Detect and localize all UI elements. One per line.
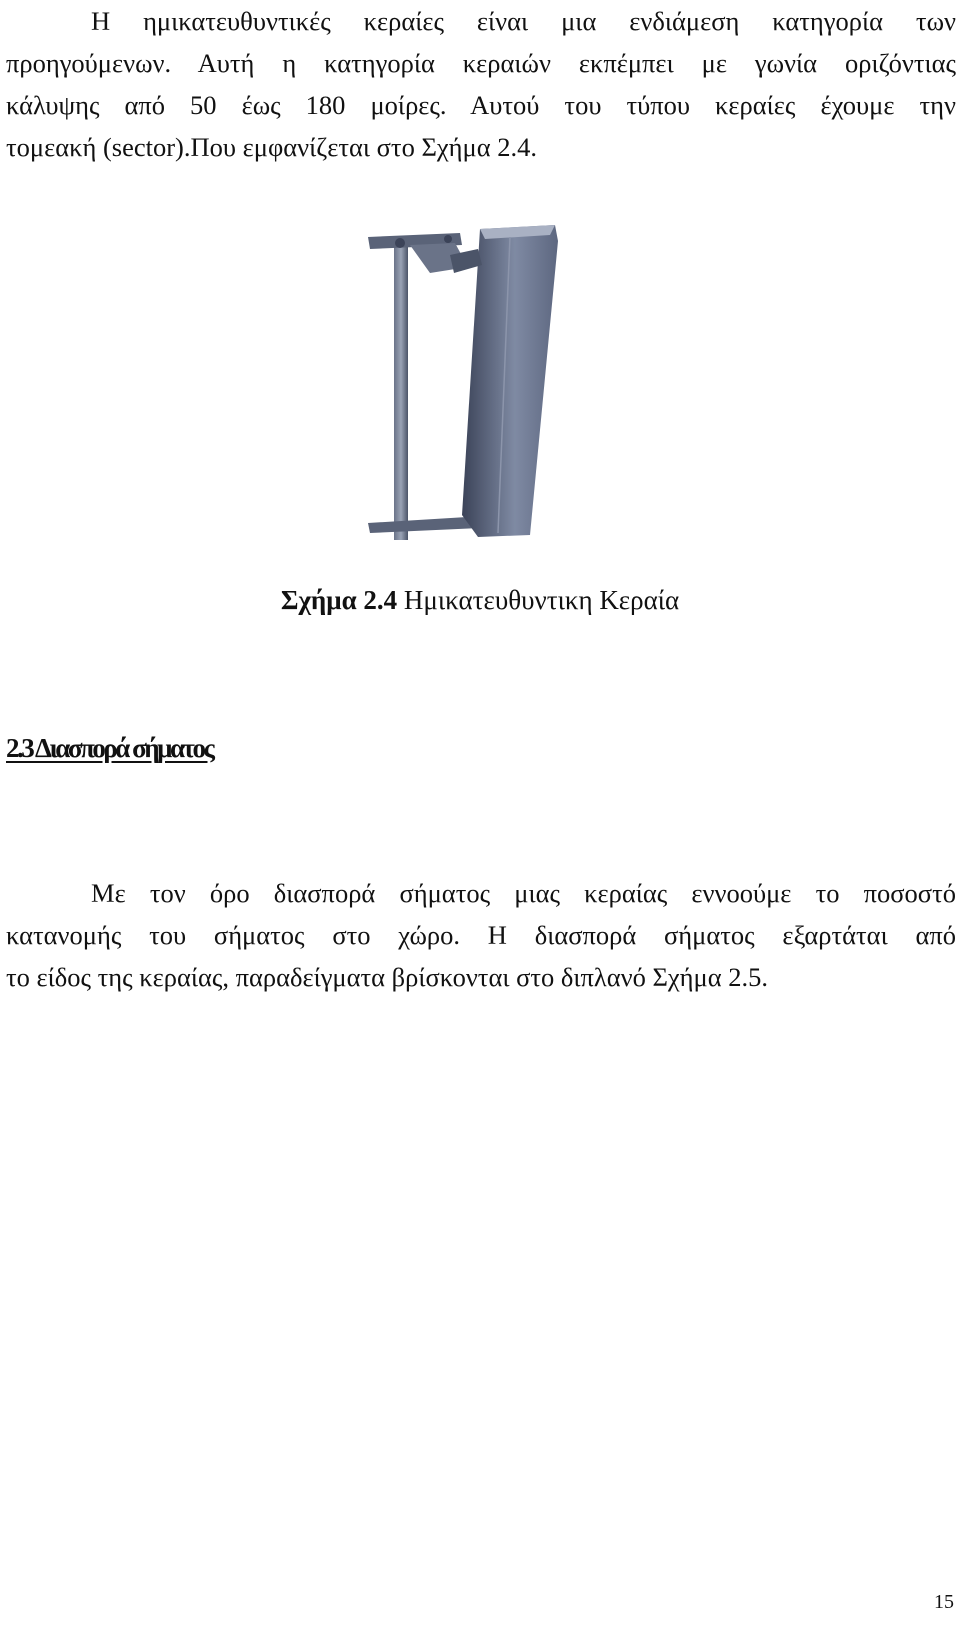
- mast-pole: [394, 240, 408, 540]
- paragraph-line: κάλυψης από 50 έως 180 μοίρες. Αυτού του τύπου κεραίες έχουμε την: [6, 90, 956, 120]
- figure-caption: [0, 582, 960, 618]
- antenna-panel: [462, 225, 558, 537]
- page-number: 15: [934, 1591, 954, 1613]
- paragraph-line: προηγούμενων. Αυτή η κατηγορία κεραιών εκπέμπει με γωνία οριζόντιας: [6, 48, 956, 78]
- paragraph-semi-directional-antennas: [6, 0, 956, 168]
- paragraph-signal-dispersion: [6, 872, 956, 998]
- paragraph-line: κατανομής του σήματος στο χώρο. Η διασπορά σήματος εξαρτάται από: [6, 920, 956, 950]
- sector-antenna-figure: [350, 215, 580, 560]
- section-heading: 2.3 Διασπορά σήματος: [6, 733, 213, 763]
- sector-antenna-illustration: [350, 215, 580, 560]
- figure-caption-label: Σχήμα 2.4: [280, 585, 398, 615]
- bolt: [444, 235, 452, 243]
- paragraph-line: το είδος της κεραίας, παραδείγματα βρίσκονται στο διπλανό Σχήμα 2.5.: [6, 962, 769, 992]
- paragraph-line: τομεακή (sector).Που εμφανίζεται στο Σχήμα 2.4.: [6, 132, 537, 162]
- bolt: [395, 238, 405, 248]
- paragraph-line: Η ημικατευθυντικές κεραίες είναι μια ενδιάμεση κατηγορία των: [91, 6, 956, 36]
- figure-caption-text: Ημικατευθυντικη Κεραία: [397, 585, 680, 615]
- paragraph-line: Με τον όρο διασπορά σήματος μιας κεραίας εννοούμε το ποσοστό: [91, 878, 956, 908]
